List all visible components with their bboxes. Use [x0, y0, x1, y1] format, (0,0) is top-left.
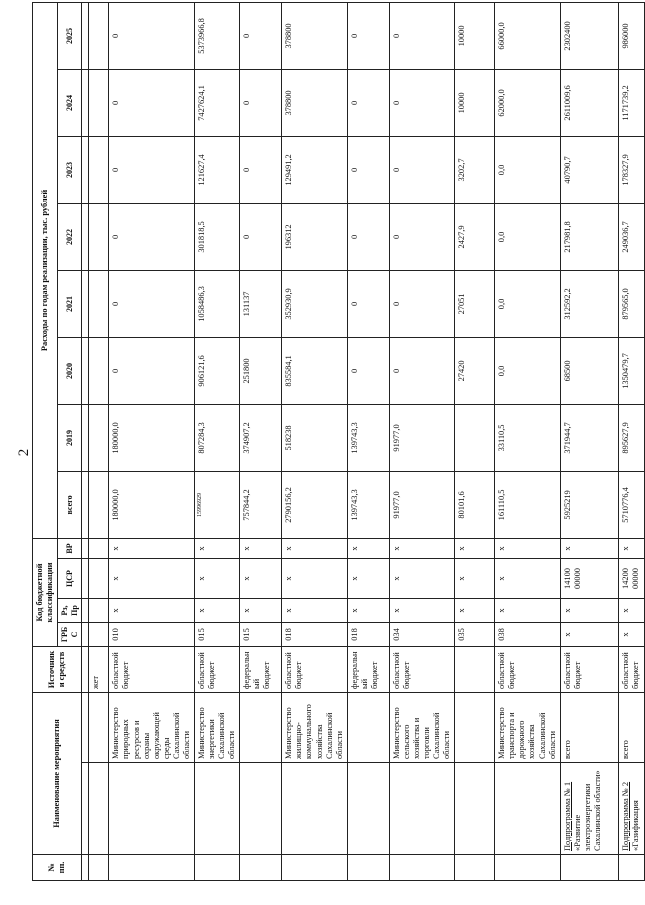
cell-value: 352930,9 [282, 270, 347, 337]
cell-responsible [455, 692, 495, 762]
cell-value: 986000 [618, 2, 644, 69]
cell-value: 374907,2 [240, 404, 282, 471]
cell-responsible: Министерство транспорта и дорожного хозяйства Сахалинской области [495, 692, 560, 762]
cell-source: областной бюджет [560, 646, 618, 692]
cell-value: 895627,9 [618, 404, 644, 471]
cell-value: 27051 [455, 270, 495, 337]
cell-name [240, 763, 282, 855]
cell-vr: x [560, 538, 618, 558]
header-row-1 [33, 2, 58, 880]
cell-value: 1350479,7 [618, 337, 644, 404]
cell-value: 196312 [282, 203, 347, 270]
cell-value: 0,0 [495, 203, 560, 270]
col-year-2021: 2021 [58, 270, 82, 337]
cell-name [109, 763, 195, 855]
cell-num [347, 855, 389, 881]
cell-rzpr: x [455, 598, 495, 622]
cell-rzpr: x [618, 598, 644, 622]
cell-value: 5710776,4 [618, 471, 644, 538]
cell-value: 249036,7 [618, 203, 644, 270]
cell-value: 0 [389, 337, 454, 404]
cell-value: 121627,4 [194, 136, 239, 203]
cell-value: 0 [347, 136, 389, 203]
cell-source: областной бюджет [282, 646, 347, 692]
table-row [495, 2, 560, 880]
cell-value: 0,0 [495, 270, 560, 337]
col-vr: ВР [58, 538, 82, 558]
cell-value: 15996929 [194, 471, 239, 538]
cell-grbs [89, 622, 109, 646]
cell-csr: x [389, 558, 454, 598]
cell-num [109, 855, 195, 881]
cell-value: 301818,5 [194, 203, 239, 270]
cell-name [495, 763, 560, 855]
cell-value: 251800 [240, 337, 282, 404]
table-row [618, 2, 644, 880]
cell-value: 2611009,6 [560, 69, 618, 136]
table-row [560, 2, 618, 880]
cell-responsible: Министерство природных ресурсов и охраны окружающей среды Сахалинской области [109, 692, 195, 762]
cell-num [389, 855, 454, 881]
cell-value: 378800 [282, 69, 347, 136]
cell-value: 0 [109, 2, 195, 69]
cell-value: 80101,6 [455, 471, 495, 538]
table-row [347, 2, 389, 880]
cell-csr: x [194, 558, 239, 598]
cell-value: 91977,0 [389, 404, 454, 471]
cell-value: 0 [240, 2, 282, 69]
cell-value: 129491,2 [282, 136, 347, 203]
cell-value: 0 [389, 203, 454, 270]
cell-source: областной бюджет [194, 646, 239, 692]
cell-value: 312592,2 [560, 270, 618, 337]
cell-value: 91977,0 [389, 471, 454, 538]
cell-num [282, 855, 347, 881]
cell-value: 906121,6 [194, 337, 239, 404]
cell-num [560, 855, 618, 881]
cell-value: 835584,1 [282, 337, 347, 404]
col-year-2022: 2022 [58, 203, 82, 270]
cell-num [240, 855, 282, 881]
cell-name: Подпрограмма № 2 «Газификация [618, 763, 644, 855]
cell-value: 807284,3 [194, 404, 239, 471]
cell-value [89, 203, 109, 270]
cell-value: 518238 [282, 404, 347, 471]
col-rzpr: Рз, Пр [58, 598, 82, 622]
col-grbs: ГРБС [58, 622, 82, 646]
cell-value: 2427,9 [455, 203, 495, 270]
col-year-2019: 2019 [58, 404, 82, 471]
table-row [109, 2, 195, 880]
cell-value: 139743,3 [347, 404, 389, 471]
cell-responsible: всего [618, 692, 644, 762]
table-row [194, 2, 239, 880]
cell-value: 0 [109, 69, 195, 136]
cell-value: 1171739,2 [618, 69, 644, 136]
table-row [282, 2, 347, 880]
cell-name: Подпрограмма № 1 «Развитие электроэнергетики Сахалинской области» [560, 763, 618, 855]
cell-grbs: 015 [240, 622, 282, 646]
cell-grbs: 038 [495, 622, 560, 646]
cell-value [89, 337, 109, 404]
cell-responsible [240, 692, 282, 762]
cell-vr: x [109, 538, 195, 558]
cell-source: федеральный бюджет [347, 646, 389, 692]
cell-source: областной бюджет [618, 646, 644, 692]
cell-value: 757844,2 [240, 471, 282, 538]
cell-value [89, 136, 109, 203]
cell-value: 5373966,8 [194, 2, 239, 69]
budget-table [32, 2, 645, 881]
cell-rzpr: x [240, 598, 282, 622]
page-number: 2 [16, 448, 32, 457]
cell-source: федеральный бюджет [240, 646, 282, 692]
cell-responsible [89, 692, 109, 762]
cell-csr: x [347, 558, 389, 598]
cell-responsible: всего [560, 692, 618, 762]
cell-rzpr: x [347, 598, 389, 622]
cell-source: жет [89, 646, 109, 692]
cell-csr: x [495, 558, 560, 598]
cell-value: 1058486,3 [194, 270, 239, 337]
cell-num [194, 855, 239, 881]
cell-rzpr: x [282, 598, 347, 622]
cell-source: областной бюджет [389, 646, 454, 692]
cell-value: 7427624,1 [194, 69, 239, 136]
cell-value: 0 [109, 270, 195, 337]
cell-value: 0 [347, 270, 389, 337]
cell-csr [89, 558, 109, 598]
cell-value: 0 [109, 136, 195, 203]
cell-rzpr: x [109, 598, 195, 622]
cell-value: 0,0 [495, 136, 560, 203]
cell-value: 0 [389, 136, 454, 203]
cell-name [389, 763, 454, 855]
cell-value: 180000,0 [109, 404, 195, 471]
cell-value: 10000 [455, 69, 495, 136]
table-row [389, 2, 454, 880]
cell-vr [89, 538, 109, 558]
cell-value: 40790,7 [560, 136, 618, 203]
cell-csr: x [455, 558, 495, 598]
cell-value: 0 [109, 337, 195, 404]
cell-csr: x [240, 558, 282, 598]
cell-value: 371944,7 [560, 404, 618, 471]
cell-vr: x [389, 538, 454, 558]
cell-name [194, 763, 239, 855]
cell-grbs: 035 [455, 622, 495, 646]
table-row [240, 2, 282, 880]
cell-name [89, 763, 109, 855]
cell-value: 0 [240, 69, 282, 136]
col-year-total: всего [58, 471, 82, 538]
cell-name [455, 763, 495, 855]
col-num: № пп. [33, 855, 82, 881]
cell-source: областной бюджет [495, 646, 560, 692]
cell-value: 178327,9 [618, 136, 644, 203]
cell-value: 161110,5 [495, 471, 560, 538]
cell-grbs: 034 [389, 622, 454, 646]
cell-grbs: 015 [194, 622, 239, 646]
cell-grbs: x [560, 622, 618, 646]
cell-value: 33110,5 [495, 404, 560, 471]
table-row [89, 2, 109, 880]
table-row [455, 2, 495, 880]
cell-value: 378800 [282, 2, 347, 69]
col-name: Наименование мероприятия [33, 692, 82, 854]
cell-value [89, 270, 109, 337]
cell-csr: x [109, 558, 195, 598]
cell-rzpr: x [389, 598, 454, 622]
cell-num [89, 855, 109, 881]
cell-vr: x [495, 538, 560, 558]
col-year-2020: 2020 [58, 337, 82, 404]
cell-num [455, 855, 495, 881]
cell-grbs: x [618, 622, 644, 646]
cell-value: 0 [347, 203, 389, 270]
col-code-group: Код бюджетной классификации [33, 538, 58, 646]
col-expenses-group: Расходы по годам реализации, тыс. рублей [33, 2, 58, 538]
cell-value: 27420 [455, 337, 495, 404]
cell-value: 66000,0 [495, 2, 560, 69]
cell-value: 879565,0 [618, 270, 644, 337]
cell-value: 68500 [560, 337, 618, 404]
cell-value [89, 69, 109, 136]
cell-grbs: 010 [109, 622, 195, 646]
cell-value: 0 [347, 2, 389, 69]
col-source: Источники средств [33, 646, 82, 692]
cell-rzpr [89, 598, 109, 622]
cell-value: 0 [389, 69, 454, 136]
col-year-2023: 2023 [58, 136, 82, 203]
cell-source: областной бюджет [109, 646, 195, 692]
cell-value: 0,0 [495, 337, 560, 404]
cell-csr: 14100 00000 [560, 558, 618, 598]
cell-num [618, 855, 644, 881]
col-csr: ЦСР [58, 558, 82, 598]
cell-rzpr: x [495, 598, 560, 622]
cell-responsible [347, 692, 389, 762]
cell-vr: x [347, 538, 389, 558]
cell-csr: 14200 00000 [618, 558, 644, 598]
col-year-2024: 2024 [58, 69, 82, 136]
cell-value: 2790156,2 [282, 471, 347, 538]
cell-value: 2302400 [560, 2, 618, 69]
cell-grbs: 018 [282, 622, 347, 646]
cell-vr: x [455, 538, 495, 558]
cell-csr: x [282, 558, 347, 598]
cell-value [89, 471, 109, 538]
cell-value: 0 [347, 69, 389, 136]
cell-value: 0 [240, 203, 282, 270]
cell-vr: x [618, 538, 644, 558]
cell-num [495, 855, 560, 881]
cell-value [455, 404, 495, 471]
cell-value: 131137 [240, 270, 282, 337]
cell-value: 180000,0 [109, 471, 195, 538]
cell-value: 5925219 [560, 471, 618, 538]
cell-value: 0 [347, 337, 389, 404]
cell-value: 0 [109, 203, 195, 270]
cell-vr: x [240, 538, 282, 558]
col-year-2025: 2025 [58, 2, 82, 69]
cell-value: 62000,0 [495, 69, 560, 136]
cell-value: 0 [240, 136, 282, 203]
cell-responsible: Министерство энергетики Сахалинской области [194, 692, 239, 762]
cell-value: 217981,8 [560, 203, 618, 270]
cell-name [282, 763, 347, 855]
cell-rzpr: x [194, 598, 239, 622]
cell-responsible: Министерство сельского хозяйства и торговли Сахалинской области [389, 692, 454, 762]
cell-name [347, 763, 389, 855]
cell-value: 0 [389, 2, 454, 69]
cell-responsible: Министерство жилищно-коммунального хозяйства Сахалинской области [282, 692, 347, 762]
cell-value: 10000 [455, 2, 495, 69]
cell-vr: x [194, 538, 239, 558]
cell-value: 0 [389, 270, 454, 337]
cell-vr: x [282, 538, 347, 558]
spacer-row [82, 2, 89, 880]
cell-source [455, 646, 495, 692]
cell-value [89, 404, 109, 471]
cell-rzpr: x [560, 598, 618, 622]
cell-grbs: 018 [347, 622, 389, 646]
cell-value: 3202,7 [455, 136, 495, 203]
cell-value: 139743,3 [347, 471, 389, 538]
cell-value [89, 2, 109, 69]
